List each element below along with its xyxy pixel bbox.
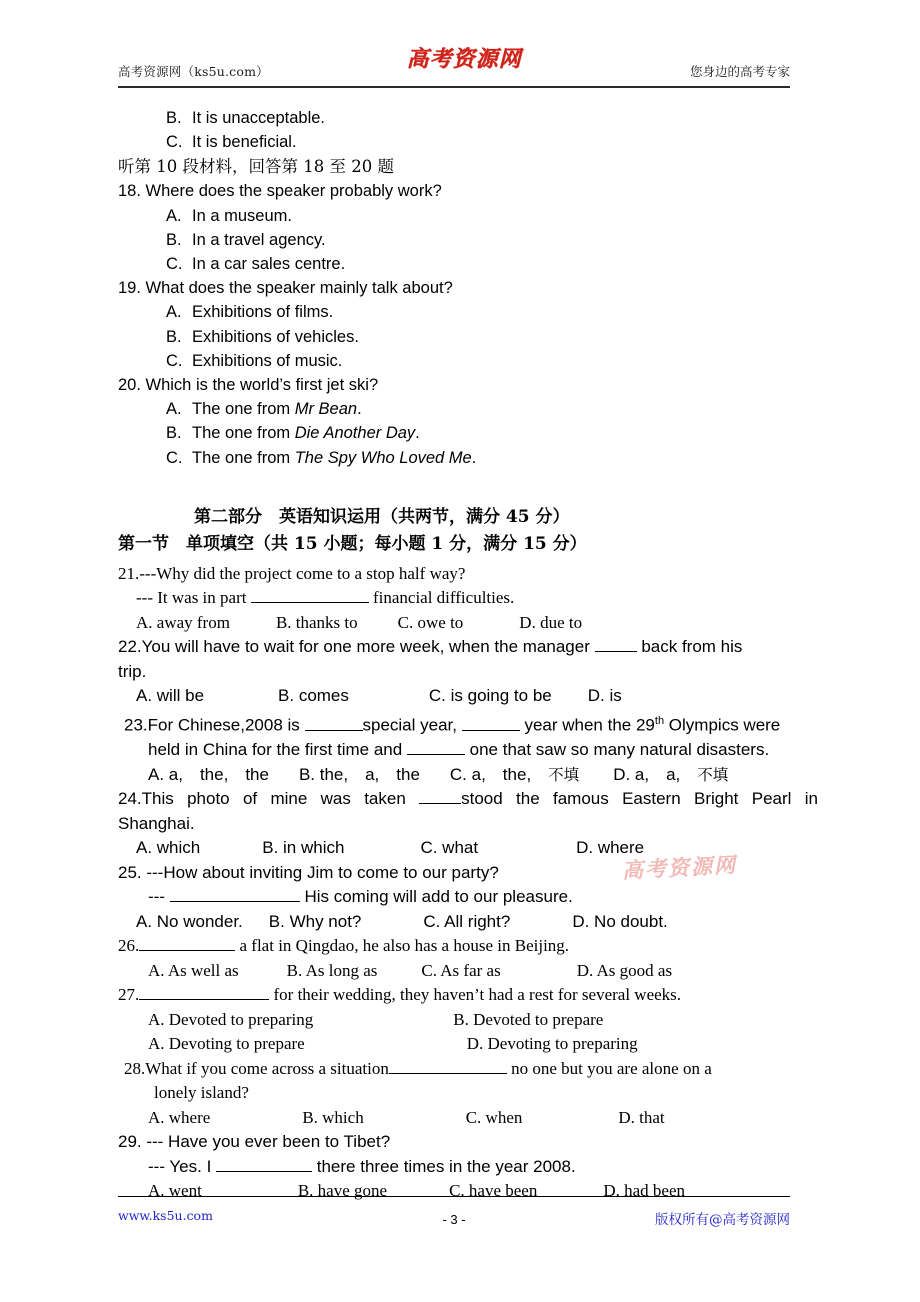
option-b: B. which — [302, 1107, 364, 1127]
question-stem-24 — [118, 787, 818, 812]
header-divider — [118, 86, 790, 88]
option-letter: A. — [166, 206, 182, 225]
footer-divider — [118, 1196, 790, 1197]
option-letter: C. — [166, 255, 183, 274]
option-d-pre: D. a, a, — [613, 764, 698, 784]
subline-post: there three times in the year 2008. — [312, 1156, 576, 1176]
option-line — [118, 300, 818, 324]
question-stem-24-line2: Shanghai. — [118, 813, 195, 833]
question-stem-22-line2: trip. — [118, 661, 147, 681]
option-text-pre: The one from — [192, 400, 295, 419]
option-text: It is beneficial. — [192, 133, 297, 152]
option-text: Exhibitions of films. — [192, 303, 334, 322]
question-stem-28 — [118, 1057, 818, 1082]
stem-post: no one but you are alone on a — [506, 1058, 712, 1078]
option-letter: C. — [166, 351, 183, 370]
option-letter: B. — [166, 109, 182, 127]
question-stem-29: 29. --- Have you ever been to Tibet? — [118, 1132, 391, 1151]
option-b: B. Why not? — [268, 911, 362, 931]
option-text-pre: The one from — [192, 448, 295, 467]
stem2-pre: held in China for the first time and — [148, 740, 407, 759]
option-d — [613, 765, 728, 784]
option-c — [450, 765, 579, 784]
subline-pre: --- Yes. I — [148, 1156, 217, 1176]
answer-blank[interactable] — [419, 803, 461, 804]
option-b: B. thanks to — [275, 612, 358, 632]
option-text-post: . — [415, 424, 420, 443]
answer-blank[interactable] — [216, 1171, 312, 1172]
option-c: A. Devoting to prepare — [148, 1034, 305, 1053]
question-subline-21 — [118, 586, 818, 611]
option-letter: B. — [166, 327, 182, 346]
question-stem-21: 21.---Why did the project come to a stop half way? — [118, 563, 466, 583]
stem-pre: 24.This photo of mine was taken — [118, 789, 420, 808]
option-line — [118, 130, 818, 154]
page-number: - 3 - — [442, 1212, 466, 1227]
option-line — [118, 325, 818, 349]
option-text: Exhibitions of vehicles. — [192, 327, 359, 346]
stem-post: back from his — [636, 637, 743, 657]
option-letter: A. — [166, 303, 182, 322]
option-d: D. No doubt. — [572, 911, 668, 931]
option-line — [118, 204, 818, 228]
options-row-27-bottom — [118, 1032, 818, 1057]
option-c-cn: 不填 — [548, 765, 580, 784]
media-title: The Spy Who Loved Me — [294, 448, 472, 467]
option-text: In a museum. — [192, 206, 292, 225]
header-logo: 高考资源网 — [406, 46, 522, 72]
option-b: B. Devoted to prepare — [453, 1009, 604, 1029]
page-header — [118, 42, 790, 90]
question-stem-20: 20. Which is the world’s first jet ski? — [118, 376, 379, 395]
question-stem-26 — [118, 934, 818, 959]
option-text-post: . — [471, 448, 477, 467]
option-a: A. which — [136, 838, 201, 857]
options-row-23 — [118, 763, 818, 788]
option-d: D. due to — [519, 612, 583, 632]
media-title: Die Another Day — [294, 424, 416, 443]
header-slogan: 您身边的高考专家 — [689, 64, 790, 79]
option-letter: A. — [166, 400, 182, 419]
option-a: A. As well as — [148, 960, 239, 980]
listening-direction: 听第 10 段材料，回答第 18 至 20 题 — [118, 157, 394, 177]
answer-blank[interactable] — [139, 950, 235, 951]
option-c: C. is going to be — [428, 686, 552, 706]
stem-part-d: Olympics were — [664, 715, 781, 735]
media-title: Mr Bean — [294, 400, 358, 419]
footer-url[interactable]: www.ks5u.com — [118, 1208, 213, 1223]
stem-part-a: 23.For Chinese,2008 is — [124, 715, 305, 735]
option-letter: C. — [166, 133, 183, 152]
subline-pre: --- — [148, 887, 170, 906]
stem-post: a flat in Qingdao, he also has a house in Beijing. — [235, 936, 570, 955]
option-a: A. went — [148, 1181, 202, 1200]
answer-blank[interactable] — [305, 730, 363, 731]
option-b: B. have gone — [297, 1181, 388, 1200]
page-footer — [118, 1196, 790, 1236]
page-watermark: 高考资源网 — [621, 852, 738, 883]
question-stem-18: 18. Where does the speaker probably work? — [118, 182, 442, 201]
option-line — [118, 106, 818, 130]
option-text: In a travel agency. — [192, 230, 326, 249]
ordinal-suffix: th — [654, 714, 665, 727]
option-line — [118, 421, 818, 445]
stem-pre: 28.What if you come across a situation — [124, 1058, 389, 1078]
question-stem-25: 25. ---How about inviting Jim to come to our party? — [118, 862, 499, 882]
option-d: D. is — [587, 686, 622, 706]
answer-blank[interactable] — [407, 754, 465, 755]
option-c-pre: C. a, the, — [449, 764, 549, 784]
subline-post: financial difficulties. — [368, 588, 515, 608]
option-line — [118, 397, 818, 421]
option-b: B. the, a, the — [298, 764, 420, 784]
option-c: C. owe to — [397, 612, 464, 632]
option-d: D. Devoting to preparing — [466, 1034, 638, 1053]
option-line — [118, 349, 818, 373]
option-a: A. Devoted to preparing — [148, 1009, 314, 1029]
answer-blank[interactable] — [170, 901, 300, 902]
question-stem-27 — [118, 983, 818, 1008]
answer-blank[interactable] — [139, 999, 269, 1000]
subline-post: His coming will add to our pleasure. — [299, 887, 573, 906]
option-line — [118, 252, 818, 276]
option-a: A. No wonder. — [136, 911, 243, 931]
option-text: It is unacceptable. — [192, 109, 325, 127]
stem-post: for their wedding, they haven’t had a rest for several weeks. — [269, 985, 682, 1004]
stem-pre: 27. — [118, 985, 140, 1004]
question-subline-29 — [118, 1155, 818, 1180]
option-c: C. what — [420, 838, 479, 857]
options-row-26 — [118, 959, 818, 984]
option-d-cn: 不填 — [697, 765, 729, 784]
option-b: B. As long as — [286, 960, 378, 980]
multiple-choice-section — [118, 562, 818, 1204]
footer-copyright: 版权所有@高考资源网 — [655, 1212, 790, 1228]
question-stem-28-line2: lonely island? — [154, 1083, 249, 1102]
part2-title: 第二部分 英语知识运用（共两节，满分 45 分） — [194, 506, 570, 527]
option-text: In a car sales centre. — [192, 255, 346, 274]
option-c: C. when — [465, 1107, 523, 1127]
question-stem-23 — [118, 709, 818, 738]
question-stem-23-line2 — [118, 738, 818, 763]
option-d: D. where — [576, 838, 645, 857]
question-subline-25 — [118, 885, 818, 910]
stem-pre: 22.You will have to wait for one more week, when the manager — [118, 637, 595, 657]
question-stem-22 — [118, 635, 818, 660]
option-b: B. comes — [278, 686, 349, 706]
header-site-name: 高考资源网（ks5u.com） — [118, 64, 269, 79]
stem-part-b: special year, — [362, 715, 462, 735]
options-row-21 — [118, 611, 818, 636]
options-row-25 — [118, 910, 818, 935]
option-letter: B. — [166, 424, 182, 443]
option-c: C. have been — [449, 1181, 538, 1200]
stem-pre: 26. — [118, 936, 140, 955]
answer-blank[interactable] — [595, 651, 637, 652]
answer-blank[interactable] — [251, 602, 369, 603]
option-line — [118, 446, 818, 470]
options-row-22 — [118, 684, 818, 709]
option-text-post: . — [357, 400, 362, 419]
option-text: Exhibitions of music. — [192, 351, 343, 370]
answer-blank[interactable] — [462, 730, 520, 731]
option-c: C. As far as — [421, 960, 501, 980]
stem-part-c: year when the 29 — [519, 715, 655, 735]
stem2-post: one that saw so many natural disasters. — [464, 740, 770, 759]
option-a: A. will be — [136, 686, 205, 706]
option-d: D. that — [618, 1107, 665, 1127]
option-a: A. away from — [136, 612, 230, 632]
option-d: D. As good as — [576, 960, 673, 980]
section1-title: 第一节 单项填空（共 15 小题；每小题 1 分，满分 15 分） — [118, 533, 587, 554]
option-a: A. a, the, the — [148, 764, 269, 784]
options-row-28 — [118, 1106, 818, 1131]
options-row-24 — [118, 836, 818, 861]
option-d: D. had been — [603, 1181, 686, 1200]
question-stem-19: 19. What does the speaker mainly talk about? — [118, 279, 453, 298]
options-row-27-top — [118, 1008, 818, 1033]
option-text-pre: The one from — [192, 424, 295, 443]
option-c: C. All right? — [423, 911, 511, 931]
option-b: B. in which — [262, 838, 345, 857]
answer-blank[interactable] — [389, 1073, 507, 1074]
subline-pre: --- It was in part — [136, 588, 251, 608]
part2-headings — [118, 504, 818, 558]
option-a: A. where — [148, 1107, 211, 1127]
option-line — [118, 228, 818, 252]
option-letter: C. — [166, 448, 183, 467]
stem-post: stood the famous Eastern Bright Pearl in — [461, 789, 818, 808]
exam-content — [118, 106, 818, 1204]
option-letter: B. — [166, 230, 182, 249]
